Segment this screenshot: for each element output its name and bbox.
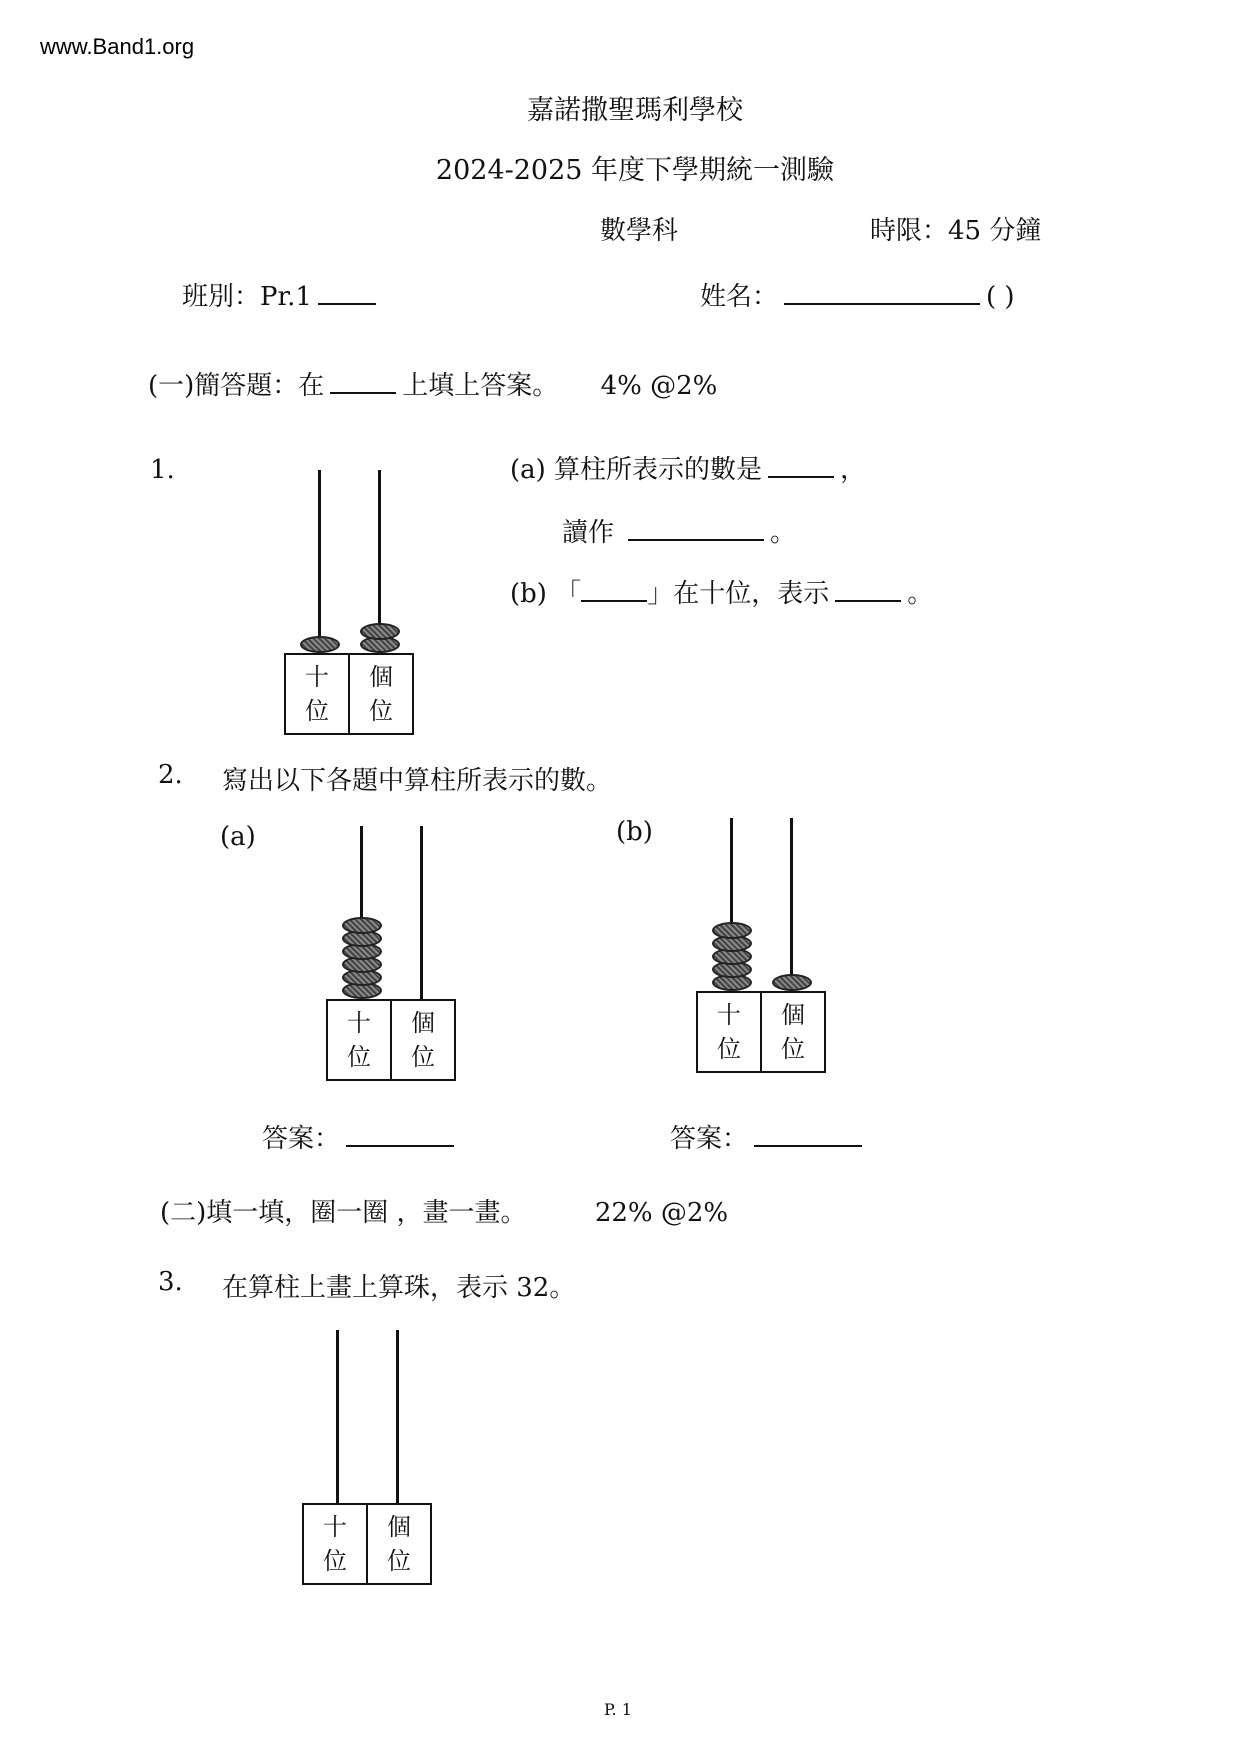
section-1-title: (一)簡答題：在 上填上答案。 4% @2%	[148, 371, 718, 401]
tens-rod	[318, 470, 321, 653]
q2a-answer: 答案：	[262, 1118, 460, 1155]
page-number: P. 1	[604, 1700, 632, 1719]
section-2-marks: 22% @2%	[594, 1198, 729, 1228]
q2b-label: (b)	[616, 817, 653, 847]
abacus-q2b	[696, 818, 826, 1073]
q2-prompt: 寫出以下各題中算柱所表示的數。	[222, 766, 613, 796]
ones-cell-bottom-char: 位	[411, 1043, 435, 1071]
q1a-read-line: 讀作 。	[562, 518, 797, 548]
ones-cell-bottom-char: 位	[387, 1547, 411, 1575]
q3-number: 3.	[158, 1267, 183, 1297]
tens-cell-top-char: 十	[717, 1001, 741, 1029]
class-field	[182, 276, 382, 313]
tens-cell-bottom-char: 位	[323, 1547, 347, 1575]
tens-cell	[698, 993, 760, 1071]
tens-bead	[342, 917, 382, 934]
ones-rod	[396, 1330, 399, 1503]
ones-cell-bottom-char: 位	[781, 1035, 805, 1063]
q1a-line: (a) 算柱所表示的數是 ，	[510, 455, 867, 485]
q1b-line: (b) 「 」在十位，表示 。	[510, 579, 934, 609]
q1-number: 1.	[150, 455, 175, 485]
ones-cell	[366, 1505, 430, 1583]
tens-cell	[328, 1001, 390, 1079]
ones-bead	[772, 974, 812, 991]
place-value-base	[302, 1503, 432, 1585]
q1a-read-blank[interactable]	[628, 538, 764, 541]
abacus-q3[interactable]	[302, 1330, 432, 1585]
ones-cell-top-char: 個	[781, 1001, 805, 1029]
tens-cell-top-char: 十	[305, 663, 329, 691]
name-label: 姓名：	[700, 282, 779, 312]
example-blank	[330, 391, 396, 394]
tens-bead	[300, 636, 340, 653]
ones-cell-top-char: 個	[387, 1513, 411, 1541]
q1b-value-blank[interactable]	[835, 599, 901, 602]
ones-cell-bottom-char: 位	[369, 697, 393, 725]
ones-bead	[360, 623, 400, 640]
abacus-q2a	[326, 826, 456, 1081]
tens-cell-bottom-char: 位	[347, 1043, 371, 1071]
ones-cell	[760, 993, 824, 1071]
q2b-answer-blank[interactable]	[754, 1144, 862, 1147]
ones-cell	[390, 1001, 454, 1079]
website-url: www.Band1.org	[40, 34, 195, 59]
q2-number: 2.	[158, 760, 183, 790]
tens-cell-bottom-char: 位	[305, 697, 329, 725]
q1a-number-blank[interactable]	[768, 475, 834, 478]
tens-cell	[286, 655, 348, 733]
section-1-marks: 4% @2%	[600, 371, 718, 401]
q3-prompt: 在算柱上畫上算珠，表示 32。	[222, 1273, 576, 1303]
name-blank[interactable]	[784, 302, 980, 305]
ones-cell-top-char: 個	[369, 663, 393, 691]
tens-cell	[304, 1505, 366, 1583]
tens-cell-bottom-char: 位	[717, 1035, 741, 1063]
ones-rod	[420, 826, 423, 999]
tens-cell-top-char: 十	[323, 1513, 347, 1541]
place-value-base	[326, 999, 456, 1081]
time-limit: 時限：45 分鐘	[870, 216, 1042, 246]
ones-cell-top-char: 個	[411, 1009, 435, 1037]
school-name: 嘉諾撒聖瑪利學校	[527, 95, 743, 126]
ones-rod	[790, 818, 793, 991]
name-field	[700, 276, 1015, 313]
q2a-answer-blank[interactable]	[346, 1144, 454, 1147]
subject: 數學科	[600, 216, 679, 246]
exam-title: 2024-2025 年度下學期統一測驗	[435, 155, 835, 186]
tens-cell-top-char: 十	[347, 1009, 371, 1037]
class-label: 班別：Pr.1	[182, 282, 312, 312]
ones-cell	[348, 655, 412, 733]
q2a-label: (a)	[220, 822, 256, 852]
q2b-answer: 答案：	[670, 1118, 868, 1155]
section-2-title: (二)填一填，圈一圈 ，畫一畫。 22% @2%	[160, 1198, 729, 1228]
q1b-digit-blank[interactable]	[581, 599, 647, 602]
tens-rod	[336, 1330, 339, 1503]
place-value-base	[696, 991, 826, 1073]
tens-bead	[712, 922, 752, 939]
abacus-q1	[284, 470, 414, 735]
place-value-base	[284, 653, 414, 735]
class-number-brackets: ( )	[986, 282, 1015, 312]
class-blank[interactable]	[318, 302, 376, 305]
